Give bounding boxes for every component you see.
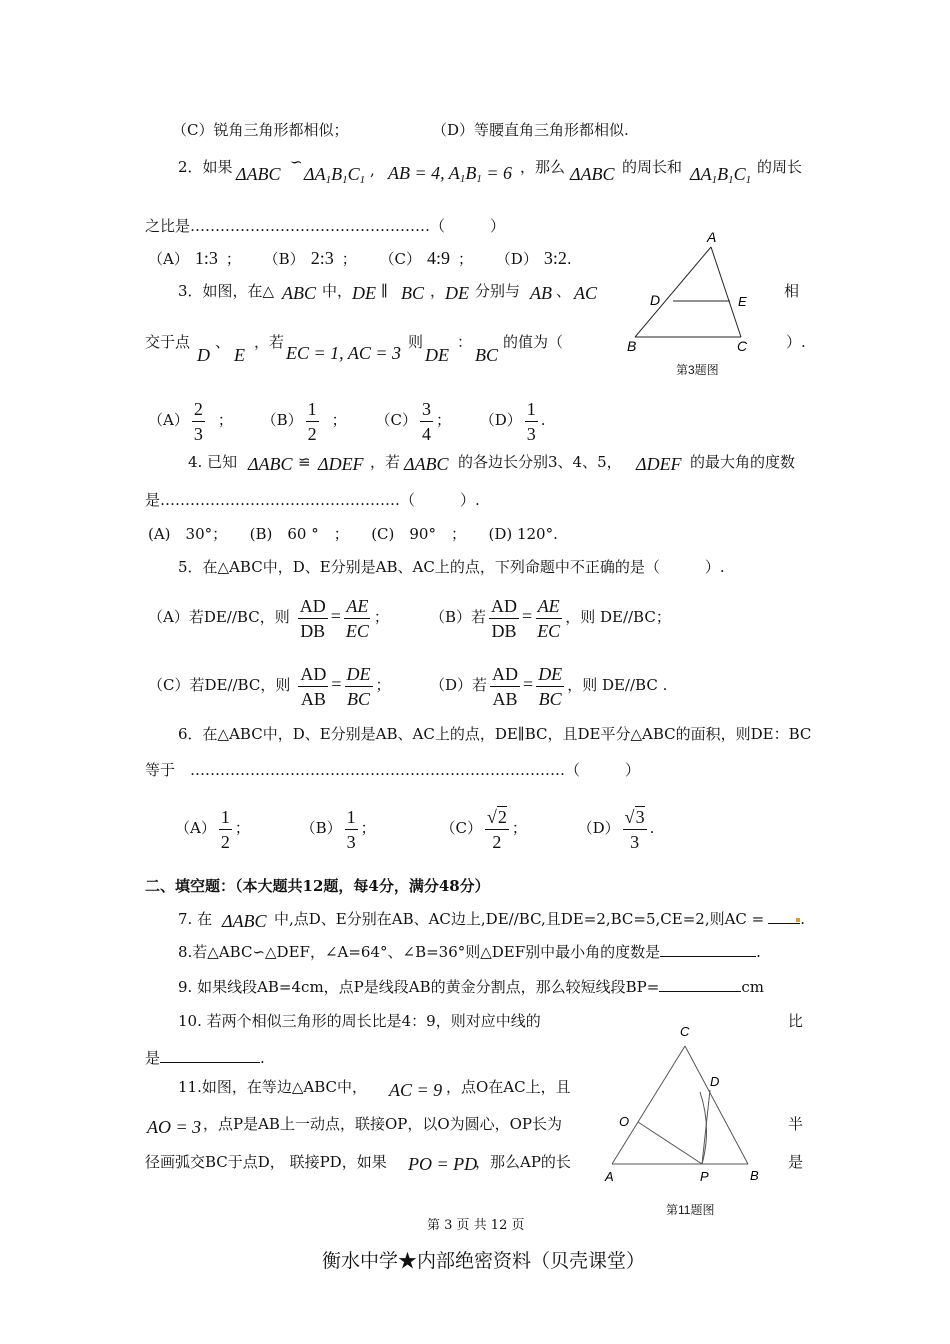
footer-banner: 衡水中学★内部绝密资料（贝壳课堂） [322,1250,646,1272]
q2-lead: 2．如果 [178,158,233,176]
q3-figure-caption: 第3题图 [676,363,719,377]
q3-abc: ABC [282,283,316,303]
q6-options: （A） $\frac{1}{2}$ ； （B） $\frac{1}{3}$ ； （C） $\frac{√2}{2}$ ； （D） $\frac{√3}{3}$ . [175,806,655,852]
q10-text: 10. 若两个相似三角形的周长比是4：9，则对应中线的 [178,1012,541,1030]
section-2-heading: 二、填空题：（本大题共12题，每4分，满分48分） [145,877,490,895]
q7-text: 中,点D、E分别在AB、AC边上,DE//BC,且DE=2,BC=5,CE=2,则AC = . [274,910,806,928]
page-number: 第 3 页 共 12 页 [427,1218,525,1233]
q3-label-b: B [627,338,637,354]
q5-option-b: （B）若 $\frac{AD}{DB}$ = $\frac{AE}{EC}$ ，则 DE//BC； [430,595,671,641]
q1-option-d: （D）等腰直角三角形都相似. [432,121,629,139]
q2-a1b1c1: $\Delta A_1B_1C_1$ [304,164,366,186]
q3-lead: 3．如图，在△ [178,282,275,300]
q5-stem: 5．在△ABC中，D、E分别是AB、AC上的点，下列命题中不正确的是（ ）. [178,558,725,576]
q11-figure-caption: 第11题图 [666,1203,715,1217]
q2-a1b1c1-2: $\Delta A_1B_1C_1$ [690,164,752,186]
q3-label-e: E [738,294,747,309]
q11-label-o: O [619,1114,630,1129]
q4-options: (A) 30°； (B) 60 ° ； (C) 90° ； (D) 120°. [148,525,558,543]
q11-label-d: D [710,1074,720,1089]
document-page: （C）锐角三角形都相似； （D）等腰直角三角形都相似. 2．如果 ΔABC ∽ $\Delta A_1B_1C_1$ , AB = 4, $A_1B_1 = 6$ ，那么 ΔABC 的周长和 $\Delta A_1B_1C_1$ 的周长 之比是…………………………………………（ ） （A） 1:3 ； （B） 2:3 ； （C） 4:9 ； （D） 3:2. 3．如图，在△ ABC 中， DE ∥ BC ， DE 分别与 AB 、 AC 相 交于点 D 、 E ，若 EC = 1, AC = 3 则 DE ： BC 的值为（ ）. （A） $\frac{2}{3}$ ； （B） $\frac{1}{2}$ ； （C） $\frac{3}{4}$ ； （D） $\frac{1}{3}$ . A D E B C 第3题图 4. 已知 ΔABC ≌ ΔDEF ，若 ΔABC 的各边长分别3、4、5， ΔDEF 的最大角的度数 是…………………………………………（ ）. (A) 30°； (B) 60 ° ； (C) 90° ； (D) 120°. 5．在△ABC中，D、E分别是AB、AC上的点，下列命题中不正确的是（ ）. （A）若DE//BC，则 $\frac{AD}{DB}$ = $\frac{AE}{EC}$ ； （B）若 $\frac{AD}{DB}$ = $\frac{AE}{EC}$ ，则 DE//BC； （C）若DE//BC，则 $\frac{AD}{AB}$ = $\frac{DE}{BC}$ ； （D）若 $\frac{AD}{AB}$ = $\frac{DE}{BC}$ ，则 DE//BC . 6．在△ABC中，D、E分别是AB、AC上的点，DE∥BC，且DE平分△ABC的面积，则DE：BC 等于 …………………………………………………………………（ ） （A） $\frac{1}{2}$ ； （B） $\frac{1}{3}$ ； （C） $\frac{√2}{2}$ ； （D） $\frac{√3}{3}$ . 二、填空题：（本大题共12题，每4分，满分48分） 7. 在 ΔABC 中,点D、E分别在AB、AC边上,DE//BC,且DE=2,BC=5,CE=2,则AC = . 8.若△ABC∽△DEF，∠A=64°、∠B=36°则△DEF别中最小角的度数是 . 9. 如果线段AB=4cm，点P是线段AB的黄金分割点，那么较短线段BP= cm 10. 若两个相似三角形的周长比是4：9，则对应中线的 比 是 . 11.如图，在等边△ABC中， AC = 9 ，点O在AC上，且 AO = 3 ，点P是AB上一动点，联接OP，以O为圆心，OP长为 半 径画弧交BC于点D， 联接PD，如果 PO = PD ，那么AP的长 是 C D O A P B 第11题图 第 3 页 共 12 页 衡水中学★内部绝密资料（贝壳课堂） [145,121,812,1272]
q10-line2: 是 . [145,1049,265,1067]
q2-sim: ∽ [290,153,303,171]
q3-label-d: D [650,292,661,308]
q3-options: （A） $\frac{2}{3}$ ； （B） $\frac{1}{2}$ ； （C） $\frac{3}{4}$ ； （D） $\frac{1}{3}$ . [148,398,546,444]
q2-perim1: 的周长和 [622,158,683,176]
q2-abc2: ΔABC [570,164,615,184]
q1-option-c: （C）锐角三角形都相似； [172,121,349,139]
q5-option-a: （A）若DE//BC，则 $\frac{AD}{DB}$ = $\frac{AE}{EC}$ ； [148,595,389,641]
q8-text: 8.若△ABC∽△DEF，∠A=64°、∠B=36°则△DEF别中最小角的度数是 . [178,943,761,961]
q2-options: （A） 1:3 ； （B） 2:3 ； （C） 4:9 ； （D） 3:2. [148,248,572,268]
q2-ratio: AB = 4, $A_1B_1 = 6$ [388,163,512,185]
q3-triangle-figure [618,225,768,355]
q11-label-a: A [605,1169,614,1184]
q5-option-d: （D）若 $\frac{AD}{AB}$ = $\frac{DE}{BC}$ ，则 DE//BC . [430,663,668,709]
q3-label-a: A [707,229,717,245]
q6-stem: 6．在△ABC中，D、E分别是AB、AC上的点，DE∥BC，且DE平分△ABC的面积，则DE：BC [178,725,812,743]
q5-option-c: （C）若DE//BC，则 $\frac{AD}{AB}$ = $\frac{DE}{BC}$ ； [148,663,391,709]
q9-text: 9. 如果线段AB=4cm，点P是线段AB的黄金分割点，那么较短线段BP= cm [178,978,764,996]
q3-label-c: C [737,338,748,354]
q11-triangle-figure [600,1018,775,1193]
q11-label-c: C [680,1024,690,1039]
q2-mid: ，那么 [520,158,566,176]
q11-label-p: P [700,1169,709,1184]
q11-label-b: B [750,1168,759,1183]
q2-perim2: 的周长 [757,158,803,176]
q2-abc: ΔABC [236,164,281,184]
q2-tail: 之比是…………………………………………（ ） [145,217,506,235]
